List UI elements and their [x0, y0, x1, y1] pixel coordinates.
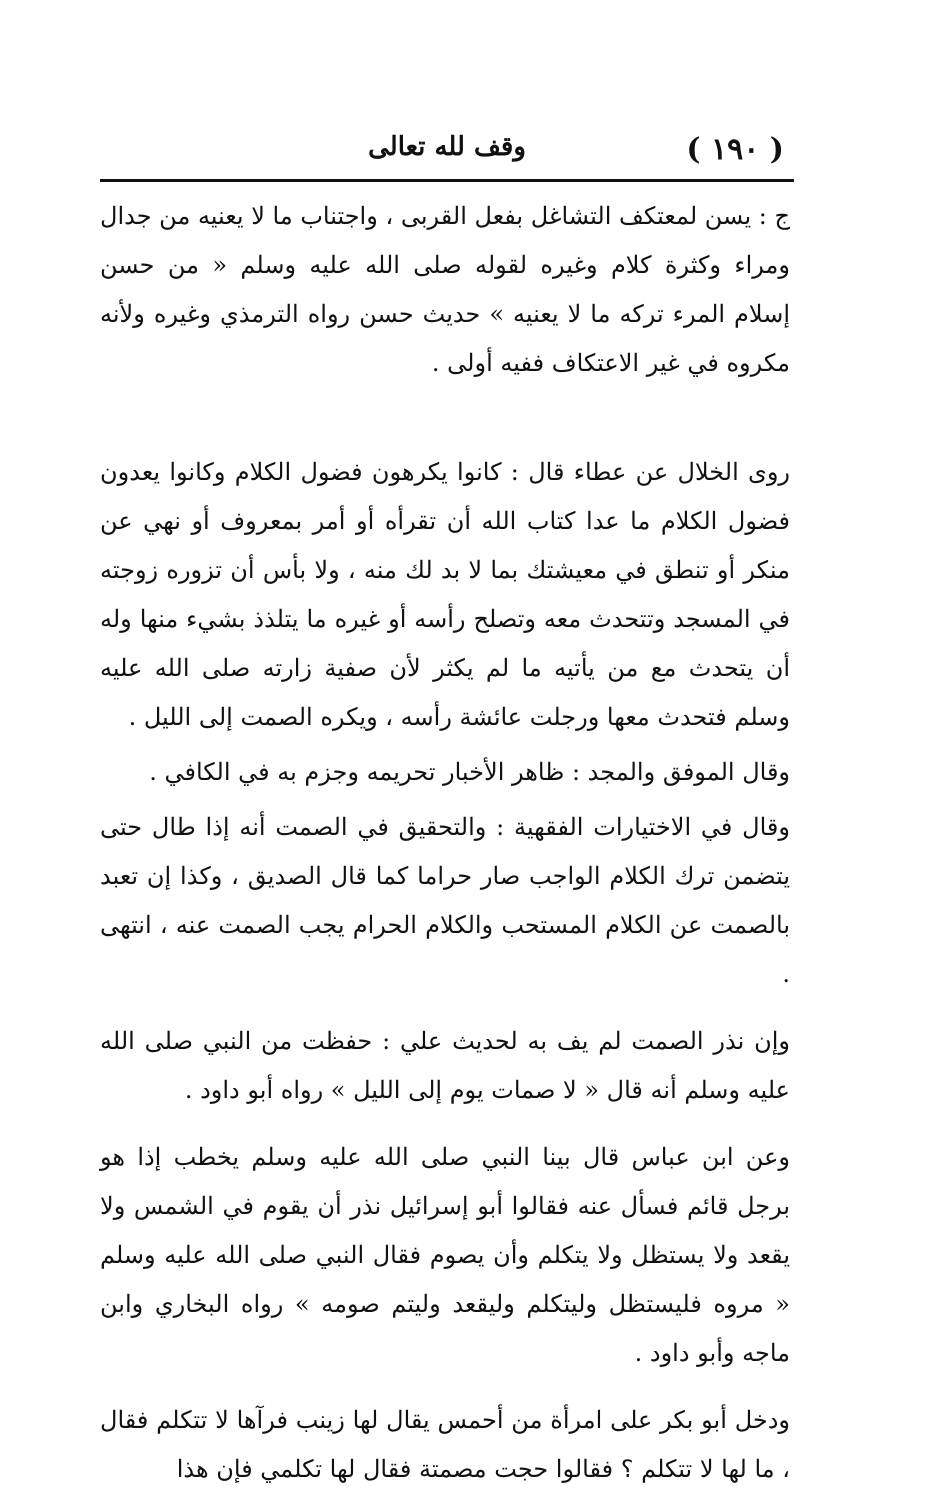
paragraph-ikhtiyarat: وقال في الاختيارات الفقهية : والتحقيق في الصمت أنه إذا طال حتى يتضمن ترك الكلام الواجب صار حراما كما قال الصديق ، وكذا إن تعبد بالصمت عن الكلام المستحب والكلام الحرام يجب الصمت عنه ، انتهى .	[100, 813, 790, 988]
paragraph-khallal-report: روى الخلال عن عطاء قال : كانوا يكرهون فضول الكلام وكانوا يعدون فضول الكلام ما عدا كتاب الله أن تقرأه أو أمر بمعروف أو نهي عن منكر أو تنطق في معيشتك بما لا بد لك منه ، ولا بأس أن تزوره زوجته في المسجد وتتحدث معه وتصلح رأسه أو غيره ما يتلذذ بشيء منها وله أن يتحدث مع من يأتيه ما لم يكثر لأن صفية زارته صلى الله عليه وسلم فتحدث معها ورجلت عائشة رأسه ، ويكره الصمت إلى الليل .	[100, 458, 790, 731]
paragraph-nadhr-samt: وإن نذر الصمت لم يف به لحديث علي : حفظت من النبي صلى الله عليه وسلم أنه قال « لا صمات يوم إلى الليل » رواه أبو داود .	[100, 1027, 790, 1104]
header-rule	[100, 179, 794, 182]
running-head: وقف لله تعالى	[368, 132, 526, 162]
paragraph-ibn-abbas: وعن ابن عباس قال بينا النبي صلى الله عليه وسلم يخطب إذا هو برجل قائم فسأل عنه فقالوا أبو إسرائيل نذر أن يقوم في الشمس ولا يقعد ولا يستظل ولا يتكلم وأن يصوم فقال النبي صلى الله عليه وسلم « مروه فليستظل وليتكلم وليقعد وليتم صومه » رواه البخاري وابن ماجه وأبو داود .	[100, 1143, 790, 1367]
page-number: ( ١٩٠ )	[686, 132, 784, 167]
page-body	[100, 192, 790, 1494]
page-header	[100, 128, 794, 176]
paragraph-abu-bakr: ودخل أبو بكر على امرأة من أحمس يقال لها زينب فرآها لا تتكلم فقال ، ما لها لا تتكلم ؟ فقالوا حجت مصمتة فقال لها تكلمي فإن هذا	[100, 1406, 790, 1483]
paragraph-muwaffaq: وقال الموفق والمجد : ظاهر الأخبار تحريمه وجزم به في الكافي .	[149, 758, 790, 786]
paragraph-i3tikaf-speech: ج : يسن لمعتكف التشاغل بفعل القربى ، واجتناب ما لا يعنيه من جدال ومراء وكثرة كلام وغيره لقوله صلى الله عليه وسلم « من حسن إسلام المرء تركه ما لا يعنيه » حديث حسن رواه الترمذي وغيره ولأنه مكروه في غير الاعتكاف ففيه أولى .	[100, 202, 790, 377]
